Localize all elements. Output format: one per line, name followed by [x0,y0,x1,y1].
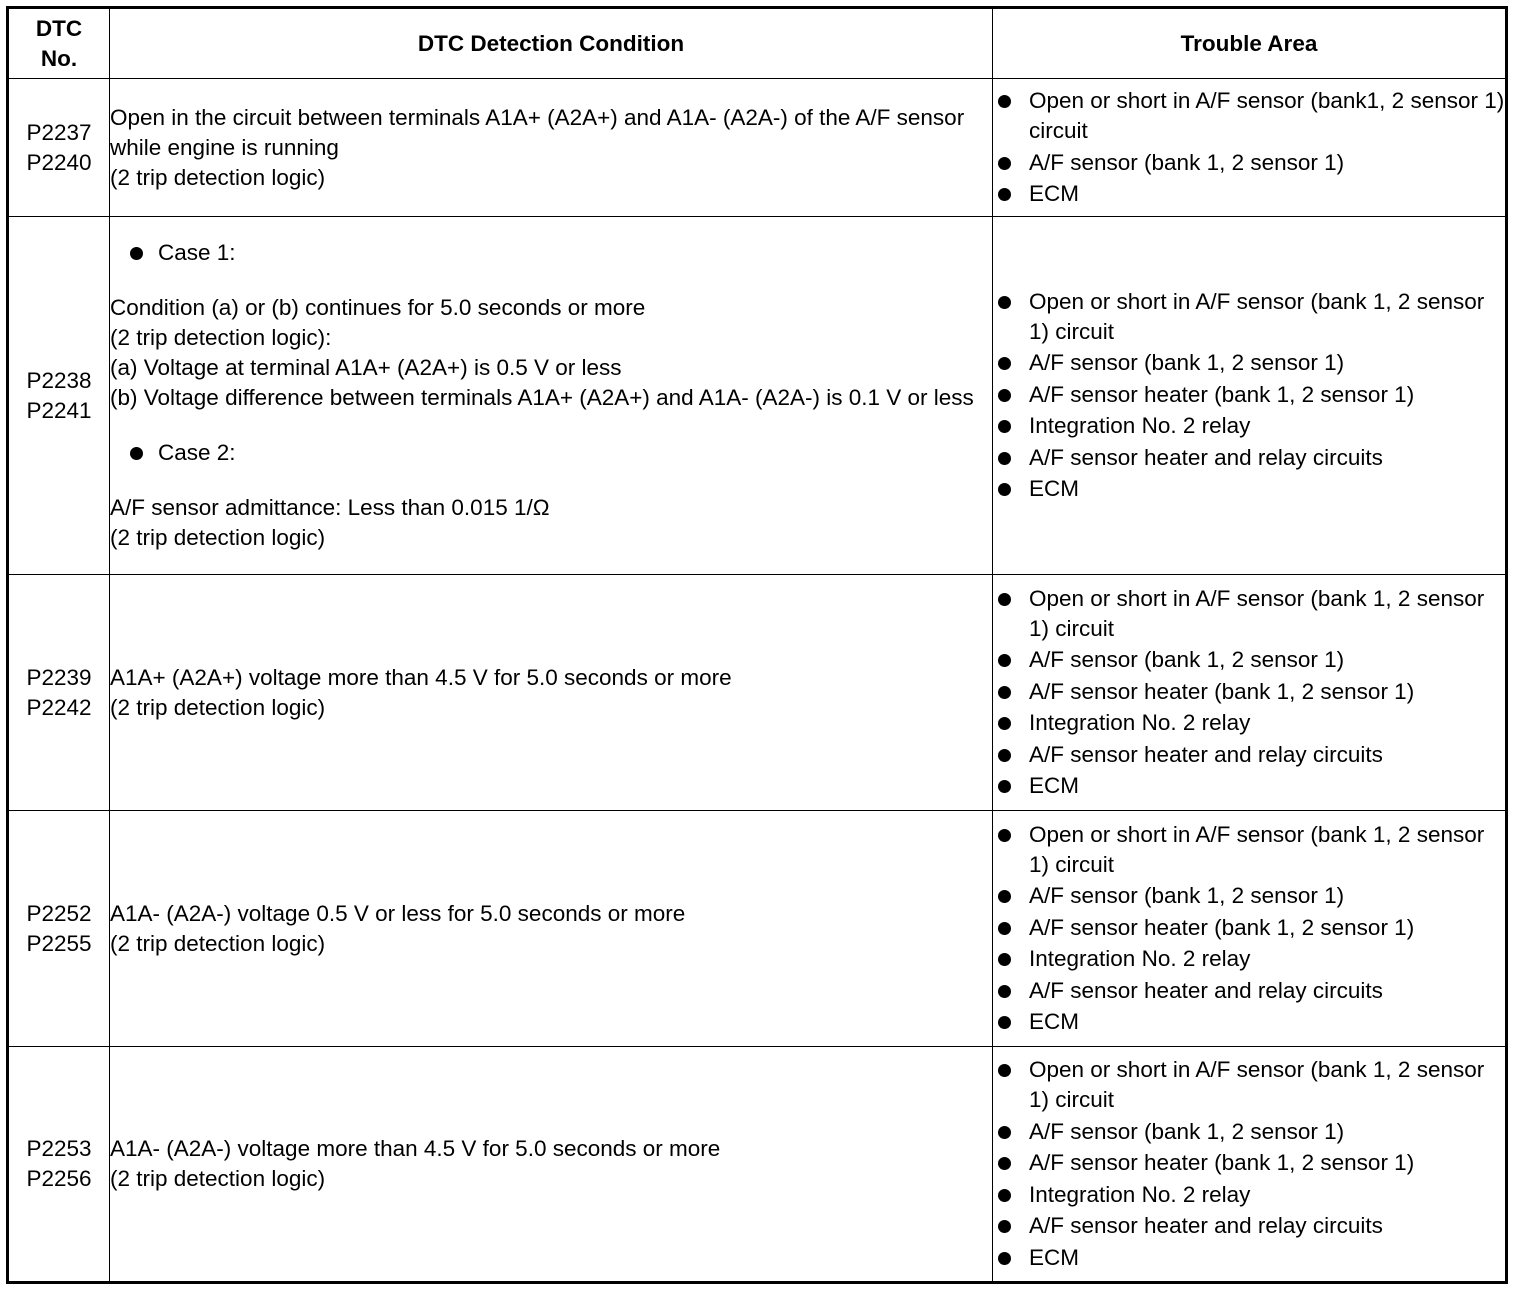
trouble-area-cell [993,79,1507,217]
trouble-area-item: A/F sensor (bank 1, 2 sensor 1) [993,348,1505,378]
dtc-code-cell [8,575,110,811]
trouble-area-item: Integration No. 2 relay [993,708,1505,738]
condition-text: A1A+ (A2A+) voltage more than 4.5 V for 5.0 seconds or more [110,664,732,690]
dtc-code: P2237 [26,119,92,145]
trouble-area-item: Open or short in A/F sensor (bank 1, 2 sensor 1) circuit [993,287,1505,347]
condition-cell [110,575,993,811]
trouble-area-item: A/F sensor (bank 1, 2 sensor 1) [993,881,1505,911]
dtc-code: P2241 [26,397,92,423]
trouble-area-item: A/F sensor heater (bank 1, 2 sensor 1) [993,1148,1505,1178]
trouble-area-item: A/F sensor heater and relay circuits [993,976,1505,1006]
trouble-area-cell [993,811,1507,1047]
condition-text: (2 trip detection logic) [110,525,326,550]
condition-text: A/F sensor admittance: Less than 0.015 1/Ω [110,495,550,520]
table-row [8,811,1507,1047]
spacer [110,413,992,438]
trouble-area-list [993,820,1505,1038]
condition-cell [110,1047,993,1283]
trouble-area-item: ECM [993,771,1505,801]
case-label: Case 2: [110,438,992,468]
table-row [8,79,1507,217]
trouble-area-item: Integration No. 2 relay [993,1180,1505,1210]
condition-text: A1A- (A2A-) voltage 0.5 V or less for 5.0 seconds or more [110,900,686,926]
dtc-code: P2239 [26,664,92,690]
trouble-area-item: A/F sensor heater (bank 1, 2 sensor 1) [993,380,1505,410]
header-trouble-area: Trouble Area [993,8,1507,79]
table-row [8,575,1507,811]
dtc-table [6,6,1508,1284]
trouble-area-item: A/F sensor (bank 1, 2 sensor 1) [993,645,1505,675]
trouble-area-item: Open or short in A/F sensor (bank 1, 2 sensor 1) circuit [993,1055,1505,1115]
header-dtc-line1: DTC [35,15,83,41]
trouble-area-item: ECM [993,474,1505,504]
trouble-area-item: Open or short in A/F sensor (bank 1, 2 sensor 1) circuit [993,820,1505,880]
condition-text: Open in the circuit between terminals A1A+ (A2A+) and A1A- (A2A-) of the A/F sensor while engine is running [110,104,965,160]
dtc-code: P2242 [26,694,92,720]
trouble-area-item: ECM [993,1243,1505,1273]
trouble-area-item: Open or short in A/F sensor (bank1, 2 sensor 1) circuit [993,86,1505,146]
trouble-area-item: Integration No. 2 relay [993,944,1505,974]
condition-text: (2 trip detection logic): [110,325,332,350]
condition-text: (b) Voltage difference between terminals A1A+ (A2A+) and A1A- (A2A-) is 0.1 V or less [110,385,974,410]
table-row [8,217,1507,575]
dtc-code-cell [8,1047,110,1283]
trouble-area-item: A/F sensor heater and relay circuits [993,443,1505,473]
trouble-area-item: A/F sensor (bank 1, 2 sensor 1) [993,148,1505,178]
trouble-area-list [993,86,1505,209]
trouble-area-item: ECM [993,179,1505,209]
trouble-area-list [993,584,1505,802]
trouble-area-cell [993,1047,1507,1283]
header-dtc-line2: No. [40,45,78,71]
case-label: Case 1: [110,238,992,268]
condition-cell [110,79,993,217]
trouble-area-item: A/F sensor (bank 1, 2 sensor 1) [993,1117,1505,1147]
spacer [110,268,992,293]
trouble-area-item: A/F sensor heater (bank 1, 2 sensor 1) [993,913,1505,943]
dtc-code: P2238 [26,367,92,393]
trouble-area-list [993,287,1505,505]
condition-cell [110,217,993,575]
dtc-code: P2252 [26,900,92,926]
spacer [110,468,992,493]
trouble-area-item: A/F sensor heater (bank 1, 2 sensor 1) [993,677,1505,707]
dtc-code: P2240 [26,149,92,175]
dtc-code-cell [8,79,110,217]
dtc-code: P2255 [26,930,92,956]
trouble-area-item: A/F sensor heater and relay circuits [993,740,1505,770]
trouble-area-item: ECM [993,1007,1505,1037]
condition-text: (2 trip detection logic) [110,930,326,956]
condition-text: (a) Voltage at terminal A1A+ (A2A+) is 0.5 V or less [110,355,622,380]
trouble-area-item: A/F sensor heater and relay circuits [993,1211,1505,1241]
condition-cell [110,811,993,1047]
dtc-code: P2253 [26,1136,92,1161]
dtc-code-cell [8,811,110,1047]
condition-text: A1A- (A2A-) voltage more than 4.5 V for 5.0 seconds or more [110,1136,721,1161]
condition-text: Condition (a) or (b) continues for 5.0 seconds or more [110,295,646,320]
dtc-code-cell [8,217,110,575]
header-row [8,8,1507,79]
header-condition: DTC Detection Condition [110,8,993,79]
dtc-code: P2256 [26,1166,92,1191]
header-dtc-no [8,8,110,79]
table-row [8,1047,1507,1283]
condition-text: (2 trip detection logic) [110,164,326,190]
trouble-area-cell [993,575,1507,811]
trouble-area-cell [993,217,1507,575]
condition-text: (2 trip detection logic) [110,1166,326,1191]
trouble-area-item: Integration No. 2 relay [993,411,1505,441]
condition-text: (2 trip detection logic) [110,694,326,720]
trouble-area-list [993,1055,1505,1273]
trouble-area-item: Open or short in A/F sensor (bank 1, 2 sensor 1) circuit [993,584,1505,644]
